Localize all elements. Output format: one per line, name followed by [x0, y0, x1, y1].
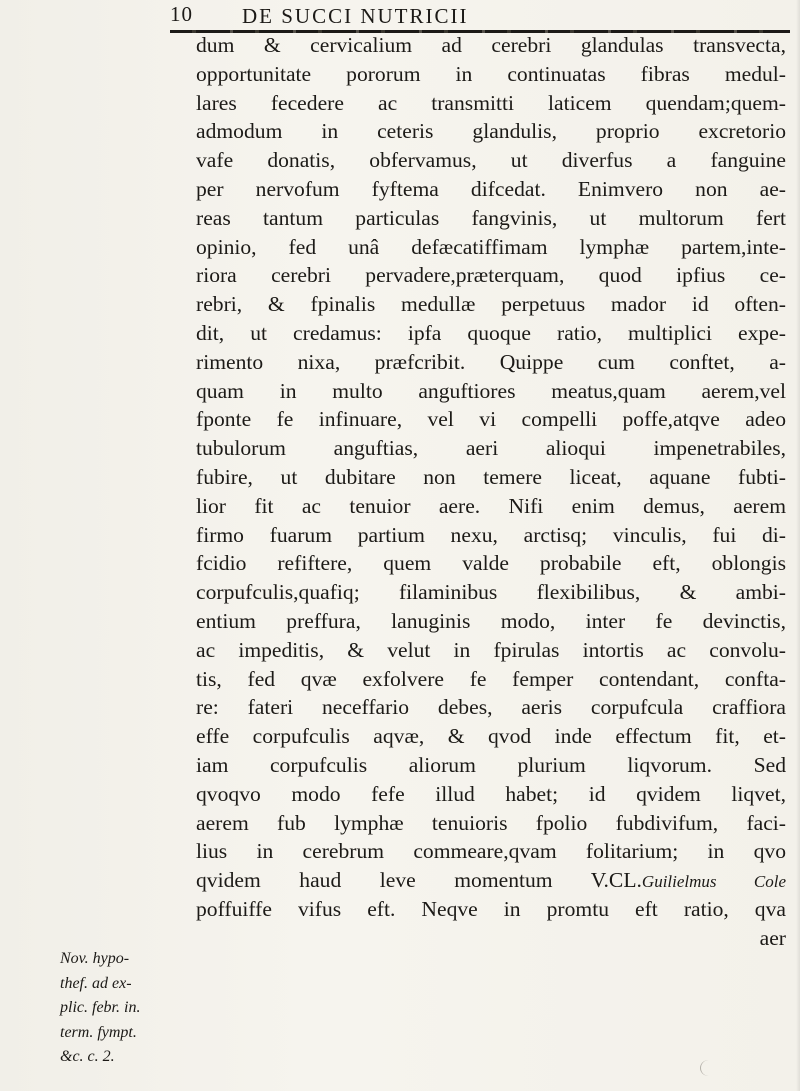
text-line: ac impeditis, & velut in fpirulas intortis ac convolu-: [196, 637, 786, 662]
text-line: lares fecedere ac transmitti laticem quendam;quem-: [196, 90, 786, 115]
text-line-with-citation: [196, 866, 786, 895]
text-line: qvidem haud leve momentum V.CL.: [196, 868, 642, 893]
text-line: lius in cerebrum commeare,qvam folitarium; in qvo: [196, 839, 786, 864]
margin-note: [60, 947, 200, 1070]
text-line: reas tantum particulas fangvinis, ut multorum fert: [196, 205, 786, 230]
text-line: per nervofum fyftema difcedat. Enimvero non ae-: [196, 176, 786, 201]
margin-note-line: Nov. hypo-: [60, 950, 130, 967]
text-line: vafe donatis, obfervamus, ut diverfus a fanguine: [196, 148, 786, 173]
text-line: admodum in ceteris glandulis, proprio excretorio: [196, 119, 786, 144]
paper-blemish: [700, 1060, 717, 1076]
text-line: rebri, & fpinalis medullæ perpetuus mador id often-: [196, 292, 786, 317]
text-line: quam in multo anguftiores meatus,quam aerem,vel: [196, 378, 786, 403]
text-line: opportunitate pororum in continuatas fibras medul-: [196, 61, 786, 86]
page-header: [170, 2, 800, 30]
text-line: poffuiffe vifus eft. Neqve in promtu eft ratio, qva: [196, 896, 786, 921]
text-line: dit, ut credamus: ipfa quoque ratio, multiplici expe-: [196, 320, 786, 345]
text-line: fponte fe infinuare, vel vi compelli poffe,atqve adeo: [196, 407, 786, 432]
text-line: fubire, ut dubitare non temere liceat, aquane fubti-: [196, 464, 786, 489]
text-line: tis, fed qvæ exfolvere fe femper contendant, confta-: [196, 666, 786, 691]
margin-note-line: &c. c. 2.: [60, 1048, 115, 1065]
citation: Guilielmus Cole: [641, 872, 786, 892]
text-line: entium preffura, lanuginis modo, inter fe devinctis,: [196, 608, 786, 633]
main-text: [196, 31, 786, 953]
text-line: lior fit ac tenuior aere. Nifi enim demus, aerem: [196, 493, 786, 518]
running-title: DE SUCCI NUTRICII: [242, 4, 469, 28]
margin-note-line: term. fympt.: [60, 1023, 137, 1041]
margin-note-line: thef. ad ex-: [60, 974, 132, 992]
text-line: opinio, fed unâ defæcatiffimam lymphæ partem,inte-: [196, 234, 786, 259]
text-line: aerem fub lymphæ tenuioris fpolio fubdivifum, faci-: [196, 810, 786, 835]
page-number: 10: [170, 2, 193, 26]
text-line: re: fateri neceffario debes, aeris corpufcula craffiora: [196, 695, 786, 720]
text-line: tubulorum anguftias, aeri alioqui impenetrabiles,: [196, 436, 786, 461]
page-edge-shadow: [796, 0, 800, 1091]
text-line: firmo fuarum partium nexu, arctisq; vinculis, fui di-: [196, 522, 786, 547]
text-line: effe corpufculis aqvæ, & qvod inde effectum fit, et-: [196, 724, 786, 749]
text-line: fcidio refiftere, quem valde probabile eft, oblongis: [196, 551, 786, 576]
text-line: riora cerebri pervadere,præterquam, quod ipfius ce-: [196, 263, 786, 288]
text-line: rimento nixa, præfcribit. Quippe cum conftet, a-: [196, 349, 786, 374]
text-line: dum & cervicalium ad cerebri glandulas transvecta,: [196, 33, 786, 57]
text-line: corpufculis,quafiq; filaminibus flexibilibus, & ambi-: [196, 580, 786, 605]
text-line: iam corpufculis aliorum plurium liqvorum. Sed: [196, 752, 786, 777]
text-line: qvoqvo modo fefe illud habet; id qvidem liqvet,: [196, 781, 786, 806]
margin-note-line: plic. febr. in.: [60, 999, 141, 1016]
catchword: aer: [759, 925, 786, 950]
